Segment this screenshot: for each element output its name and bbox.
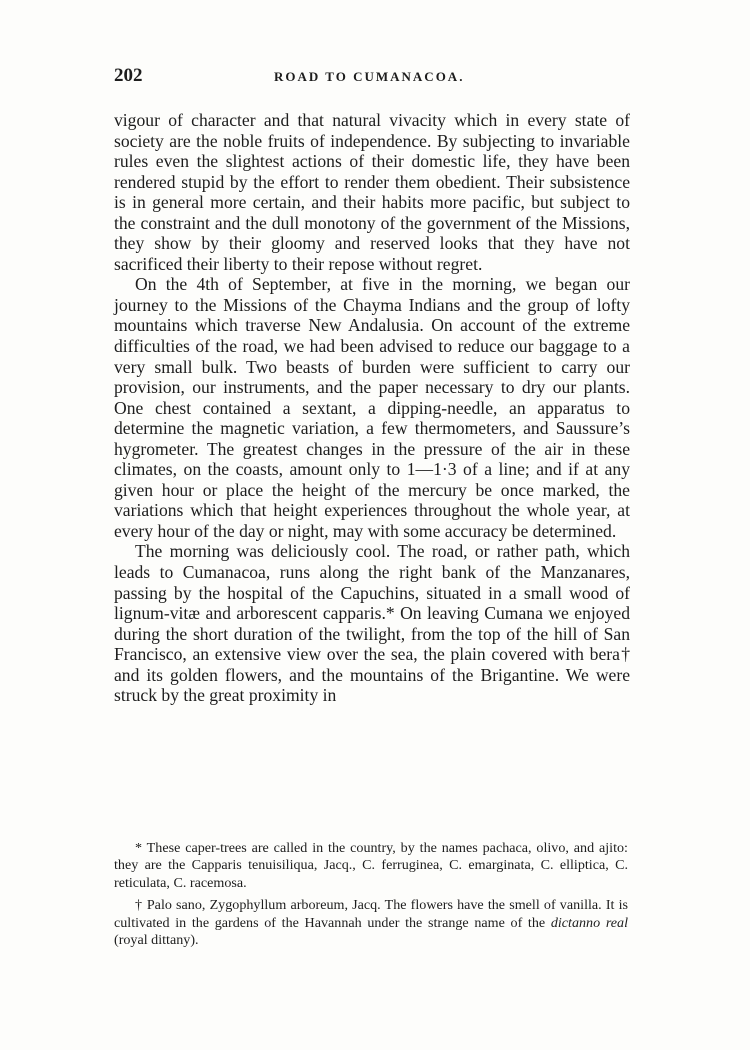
paragraph-journey: On the 4th of September, at five in the morning, we began our journey to the Missions of the Chayma Indians and the group of lofty mountains which traverse New Andalusia. On account of the extreme difficulties of the road, we had been advised to reduce our baggage to a very small bulk. Two beasts of burden were sufficient to carry our provision, our instruments, and the paper necessary to dry our plants. One chest contained a sextant, a dipping-needle, an apparatus to determine the magnetic variation, a few thermometers, and Saussure’s hygrometer. The greatest changes in the pressure of the air in these climates, on the coasts, amount only to 1—1·3 of a line; and if at any given hour or place the height of the mercury be once marked, the variations which that height experiences throughout the whole year, at every hour of the day or night, may with some accuracy be determined. bbox=[114, 274, 630, 541]
paragraph-continued: vigour of character and that natural vivacity which in every state of society are the noble fruits of independence. By subjecting to invariable rules even the slightest actions of their domestic life, they have been rendered stupid by the effort to render them obedient. Their subsistence is in general more certain, and their habits more pacific, but subject to the constraint and the dull monotony of the government of the Missions, they show by their gloomy and reserved looks that they have not sacrificed their liberty to their repose without regret. bbox=[114, 110, 630, 274]
chapter-title: ROAD TO CUMANACOA. bbox=[274, 69, 465, 84]
paragraph-morning: The morning was deliciously cool. The road, or rather path, which leads to Cumanacoa, runs along the right bank of the Manzanares, passing by the hospital of the Capuchins, situated in a small wood of lignum-vitæ and arborescent capparis.* On leaving Cumana we enjoyed during the short duration of the twilight, from the top of the hill of San Francisco, an extensive view over the sea, the plain covered with bera† and its golden flowers, and the mountains of the Brigantine. We were struck by the great proximity in bbox=[114, 541, 630, 706]
page-number: 202 bbox=[114, 65, 143, 86]
footnote-italic-term: dictanno real bbox=[550, 914, 628, 931]
footnote-mark: * bbox=[135, 840, 143, 856]
body-text bbox=[114, 110, 630, 706]
footnote-mark: † bbox=[135, 897, 143, 914]
footnote-text: Palo sano, Zygophyllum arboreum, Jacq. The flowers have the smell of vanilla. It is cultivated in the gardens of the Havannah under the strange name of the bbox=[114, 897, 628, 931]
footnotes bbox=[114, 840, 628, 949]
running-head bbox=[114, 64, 628, 90]
footnote-text: These caper-trees are called in the country, by the names pachaca, olivo, and ajito: they are the Capparis tenuisiliqua, Jacq., C. ferruginea, C. emarginata, C. elliptica, C. reticulata, C. racemosa. bbox=[114, 840, 628, 891]
footnote-text-end: (royal dittany). bbox=[114, 932, 199, 949]
footnote-palo-sano bbox=[114, 897, 628, 949]
footnote-caper-trees bbox=[114, 840, 628, 892]
